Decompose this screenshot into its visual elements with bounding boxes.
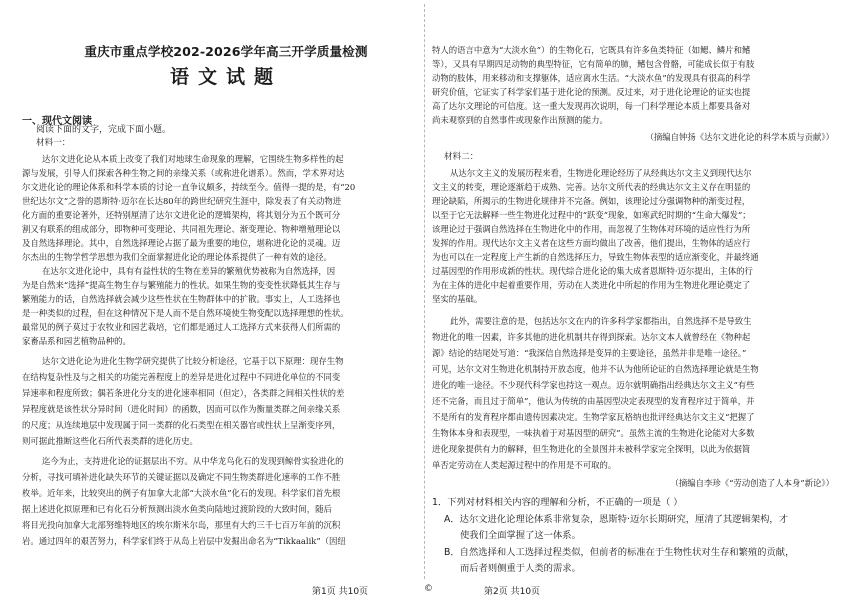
option-b: B．自然选择和人工选择过程类似，但前者的标准在于生物性状对生存和繁殖的贡献，: [444, 547, 795, 558]
text-line: 异速率和程度所致；偶若条进化分支的进化速率相同（但定），各类群之间相关性状的差: [22, 388, 345, 398]
text-line: 单否定劳动在人类起源过程中的作用是不可取的。: [432, 460, 617, 470]
text-line: 家畜品系和园艺植物品种的。: [22, 336, 131, 346]
footer-page-left: 第1页 共10页: [312, 587, 369, 597]
text-line: 不是所有的发育程序都由遗传因素决定。生物学家瓦格纳也批评经典达尔文主义“把握了: [432, 412, 755, 422]
text-line: 尔杰出的生物学哲学思想为我们全面掌握进化论的理论体系提供了一种有效的途径。: [22, 252, 332, 262]
text-line: 从达尔文主义的发展历程来看，生物进化理论经历了从经典达尔文主义到现代达尔: [450, 168, 752, 178]
option-a-continued: 使我们全面掌握了这一体系。: [460, 530, 581, 541]
text-line: 文主义的转变，理论逐渐趋于成熟、完善。达尔文所代表的经典达尔文主义存在明显的: [432, 182, 751, 192]
text-line: 理论缺陷，所揭示的生物进化规律并不完备。例如，该理论过分强调物种的渐变过程，: [432, 196, 751, 206]
material1-source: （摘编自钟扬《达尔文进化论的科学本质与贡献》）: [645, 132, 834, 142]
text-line: 世纪达尔文”之誉的恩斯特·迈尔在长达80年的跨世纪研究生涯中，除发表了有关动物进: [22, 196, 342, 206]
text-line: 在结构复杂性及与之相关的功能完善程度上的差异是进化过程中不同进化单位的不同变: [22, 372, 341, 382]
page-divider: [424, 4, 425, 579]
text-line: 割又有联系的组成部分，即物种可变理论、共同祖先理论、渐变理论、物种增殖理论以: [22, 224, 341, 234]
text-line: 是一种类似的过程，但在这种情况下是人而不是自然环境使生物变配以选择理想的性状。: [22, 308, 349, 318]
text-line: 为在主体的进化中起着重要作用，劳动在人类进化中所起的作用为生物进化理论奠定了: [432, 280, 751, 290]
text-line: 源与发展，引导人们探索各种生物之间的亲缘关系（或称进化谱系）。然而，学术界对达: [22, 168, 345, 178]
material2-source: （摘编自李珍《“劳动创造了人本身”新论》）: [670, 478, 834, 488]
question-stem: 1．下列对材料相关内容的理解和分析，不正确的一项是（ ）: [432, 497, 683, 508]
text-line: 最常见的例子莫过于农牧业和园艺栽培，它们都是通过人工选择方式来获得人们所需的: [22, 322, 341, 332]
text-line: 坚实的基础。: [432, 294, 483, 304]
text-line: 源》结论的结尾处写道：“我深信自然选择是变异的主要途径，虽然并非是唯一途径。”: [432, 348, 747, 358]
text-line: 繁殖能力的话，自然选择就会减少这些性状在生物群体中的扩散。事实上，人工选择也: [22, 294, 341, 304]
text-line: 进化现象提供有力的解释，但生物进化的全景图并未被科学家完全探明，以此为依据简: [432, 444, 751, 454]
section-heading: 一、现代文阅读: [22, 116, 92, 127]
text-line: 异程度就是该性状分异时间（进化时间）的函数，因而可以作为衡量类群之间亲缘关系: [22, 404, 341, 414]
text-line: 在达尔文进化论中，具有有益性状的生物在差异的繁殖优势被称为自然选择，因: [42, 266, 336, 276]
footer-page-right: 第2页 共10页: [484, 587, 541, 597]
exam-title: 语文试题: [169, 66, 282, 88]
text-line: 以至于它无法解释一些生物进化过程中的“跃变”现象，如寒武纪时期的“生命大爆发”；: [432, 210, 751, 220]
text-line: 可见，达尔文对生物进化机制持开放态度，他并不认为他所论证的自然选择理论就是生物: [432, 364, 759, 374]
text-line: 尔文进化论的理论体系和科学本质的讨论一直争议颇多，持续至今。值得一提的是，有“20: [22, 182, 356, 192]
text-line: 岩。通过四年的艰苦努力，科学家们终于从岛上岩层中发掘出命名为“Tikkaalik”（因纽: [22, 536, 346, 546]
text-line: 为是自然来“选择”提高生物生存与繁殖能力的性状。如果生物的变变性状降低其生存与: [22, 280, 341, 290]
text-line: 发挥的作用。现代达尔文主义者在这些方面均做出了改善，他们提出，生物体的适应行: [432, 238, 751, 248]
material1-label: 材料一：: [36, 138, 71, 148]
text-line: 达尔文进化论从本质上改变了我们对地球生命现象的理解，它围绕生物多样性的起: [42, 154, 344, 164]
text-line: 此外，需要注意的是，包括达尔文在内的许多科学家都指出，自然选择不是导致生: [450, 316, 752, 326]
copyright-icon: ©: [424, 584, 433, 594]
text-line: 动物的肢体，用来移动和支撑躯体，适应离水生活。“大淡水鱼”的发现具有很高的科学: [432, 73, 751, 83]
reading-instruction: 阅读下面的文字，完成下面小题。: [36, 125, 172, 135]
text-line: 物进化的唯一因素，许多其他的进化机制共存得到探索。达尔文本人就曾经在《物种起: [432, 332, 751, 342]
text-line: 达尔文进化论为进化生物学研究提供了比较分析途径，它基于以下原理：现存生物: [42, 356, 344, 366]
text-line: 迄今为止，支持进化论的证据层出不穷。从中华龙鸟化石的发现到鲸骨实验进化的: [42, 456, 344, 466]
text-line: 特人的语言中意为“大淡水鱼”）的生物化石，它既具有许多鱼类特征（如鳃、鳞片和鳍: [432, 45, 751, 55]
text-line: 过基因型的作用形成新的性状。现代综合进化论的集大成者恩斯特·迈尔提出，主体的行: [432, 266, 753, 276]
text-line: 据上述进化拟原理和已有化石分析预测出淡水鱼类向陆地过渡阶段的大致时间，随后: [22, 504, 332, 514]
text-line: 分析，寻找可填补进化缺失环节的关键证据以及确定不同生物类群进化速率的工作不胜: [22, 472, 341, 482]
text-line: 的尺度；从连续地层中发现属于同一类群的化石类型在相关器官或性状上呈渐变序列，: [22, 420, 341, 430]
text-line: 研究价值，它证实了科学家们基于进化论的预测。反过来，对于进化论理论的证实也提: [432, 87, 751, 97]
text-line: 尚未观察到的自然事件或现象作出预测的能力。: [432, 115, 608, 125]
text-line: 为也可以在一定程度上产生新的自然选择压力，导致生物体表型的适应渐变化，并最终通: [432, 252, 759, 262]
text-line: 生物体本身和表现型，一味执着于对基因型的研究”。虽然主流的生物进化论能对大多数: [432, 428, 755, 438]
material2-label: 材料二：: [444, 152, 479, 162]
text-line: 化方面的重要论著外，还特别厘清了达尔文进化论的逻辑架构，将其划分为五个既可分: [22, 210, 341, 220]
option-b-continued: 而后者则侧重于人类的需求。: [460, 563, 581, 574]
text-line: 等），又具有早期四足动物的典型特征，它有简单的肺，鳍包含骨骼，可能成长似于有肢: [432, 59, 755, 69]
text-line: 枚举。近年来，比较突出的例子有加拿大北部“大淡水鱼”化石的发现。科学家们首先根: [22, 488, 341, 498]
option-a: A．达尔文进化论理论体系非常复杂，恩斯特·迈尔长期研究，厘清了其逻辑架构，才: [444, 514, 789, 525]
text-line: 及自然选择理论。其中，自然选择理论占据了最为重要的地位，堪称进化论的灵魂。迈: [22, 238, 341, 248]
text-line: 将目光投向加拿大北部努维特地区的埃尔斯米尔岛，那里有大约三千七百万年前的沉积: [22, 520, 341, 530]
text-line: 该理论过于强调自然选择在生物进化中的作用，而忽视了生物体对环境的适应性行为所: [432, 224, 751, 234]
text-line: 则可据此推断这些化石所代表类群的进化历史。: [22, 436, 198, 446]
text-line: 还不完备，而且过于简单”，他认为传统的由基因型决定表现型的发育程序过于简单，并: [432, 396, 755, 406]
text-line: 高了达尔文理论的可信度。这一重大发现再次说明，每一门科学理论本质上都要具备对: [432, 101, 751, 111]
school-title: 重庆市重点学校202-2026学年高三开学质量检测: [84, 44, 368, 59]
text-line: 进化的唯一途径。不少现代科学家也持这一观点。迈尔就明确指出经典达尔文主义“有些: [432, 380, 755, 390]
